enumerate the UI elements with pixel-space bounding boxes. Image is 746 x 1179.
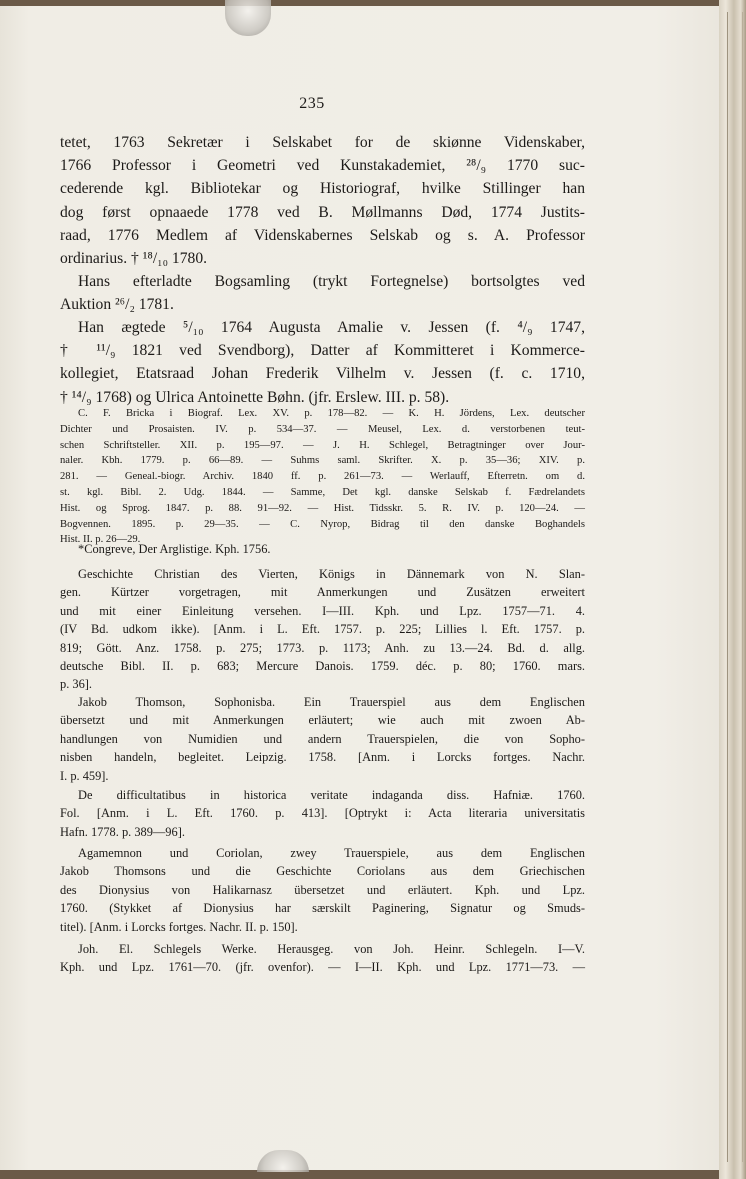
text-line: dog først opnaaede 1778 ved B. Møllmanns Død, 1774 Justits- — [60, 203, 585, 221]
references — [60, 406, 585, 548]
entry-line: handlungen von Numidien und andern Trauerspielen, die von Sopho- — [60, 731, 585, 746]
entry-line: p. 36]. — [60, 677, 93, 692]
entry-sophonisba — [60, 693, 585, 785]
reference-line: naler. Kbh. 1779. p. 66—89. — Suhms saml. Skrifter. X. p. 35—36; XIV. p. — [60, 455, 585, 467]
entry-line: gen. Kürtzer vorgetragen, mit Anmerkungen und Zusätzen erweitert — [60, 585, 585, 600]
reference-line: 281. — Geneal.-biogr. Archiv. 1840 ff. p. 261—73. — Werlauff, Efterretn. om d. — [60, 471, 585, 483]
reference-line: Hist. og Sprog. 1847. p. 88. 91—92. — Hist. Tidsskr. 5. R. IV. p. 120—24. — — [60, 502, 585, 514]
entry-geschichte-christian — [60, 565, 585, 694]
entry-line: Joh. El. Schlegels Werke. Herausgeg. von Joh. Heinr. Schlegeln. I—V. — [78, 942, 585, 956]
entry-schlegels-werke — [60, 940, 585, 977]
entry-line: 1760. (Stykket af Dionysius har særskilt Paginering, Signatur og Smuds- — [60, 901, 585, 916]
text-line: cederende kgl. Bibliotekar og Historiograf, hvilke Stillinger han — [60, 180, 585, 198]
paragraph-marriage — [60, 316, 585, 409]
paragraph-book-collection — [60, 270, 585, 316]
text-line: ordinarius. † ¹⁸/₁₀ 1780. — [60, 250, 208, 268]
reference-line: Hist. II. p. 26—29. — [60, 534, 141, 546]
entry-congreve — [60, 540, 585, 558]
entry-agamemnon — [60, 844, 585, 936]
entry-line: I. p. 459]. — [60, 768, 109, 783]
text-line: raad, 1776 Medlem af Videnskabernes Selskab og s. A. Professor — [60, 226, 585, 244]
entry-line: Geschichte Christian des Vierten, Königs in Dännemark von N. Slan- — [78, 567, 585, 581]
entry-line: deutsche Bibl. II. p. 683; Mercure Danois. 1759. déc. p. 80; 1760. mars. — [60, 659, 585, 674]
text-line: Auktion ²⁶/₂ 1781. — [60, 296, 174, 314]
entry-line: Hafn. 1778. p. 389—96]. — [60, 824, 185, 839]
reference-line: st. kgl. Bibl. 2. Udg. 1844. — Samme, Det kgl. danske Selskab f. Fædrelandets — [60, 486, 585, 498]
paragraph-biography — [60, 131, 585, 270]
entry-line: Fol. [Anm. i L. Eft. 1760. p. 413]. [Optrykt i: Acta literaria universitatis — [60, 806, 585, 821]
text-line: kollegiet, Etatsraad Johan Frederik Vilhelm v. Jessen (f. c. 1710, — [60, 365, 585, 383]
reference-line: C. F. Bricka i Biograf. Lex. XV. p. 178—82. — K. H. Jördens, Lex. deutscher — [78, 408, 585, 419]
page-number: 235 — [299, 95, 325, 112]
entry-line: Agamemnon und Coriolan, zwey Trauerspiele, aus dem Englischen — [78, 846, 585, 860]
entry-line: *Congreve, Der Arglistige. Kph. 1756. — [78, 542, 271, 556]
entry-line: 819; Gött. Anz. 1758. p. 275; 1773. p. 1173; Anh. zu 13.—24. Bd. d. allg. — [60, 640, 585, 655]
entry-de-difficultatibus — [60, 786, 585, 841]
text-line: tetet, 1763 Sekretær i Selskabet for de skiønne Videnskaber, — [60, 134, 585, 151]
entry-line: Kph. und Lpz. 1761—70. (jfr. ovenfor). — I—II. Kph. und Lpz. 1771—73. — — [60, 960, 585, 975]
entry-line: Jakob Thomson, Sophonisba. Ein Trauerspiel aus dem Englischen — [78, 695, 585, 709]
entry-line: übersetzt und mit Anmerkungen erläutert; wie auch mit zwoen Ab- — [60, 713, 585, 728]
entry-line: des Dionysius von Halikarnasz übersetzet und erläutert. Kph. und Lpz. — [60, 882, 585, 897]
text-line: Hans efterladte Bogsamling (trykt Fortegnelse) bortsolgtes ved — [78, 273, 585, 290]
text-line: 1766 Professor i Geometri ved Kunstakademiet, ²⁸/₉ 1770 suc- — [60, 157, 585, 175]
text-line: † ¹¹/₉ 1821 ved Svendborg), Datter af Kommitteret i Kommerce- — [60, 342, 585, 360]
entry-line: und mit einer Einleitung versehen. I—III. Kph. und Lpz. 1757—71. 4. — [60, 603, 585, 618]
reference-line: Bogvennen. 1895. p. 29—35. — C. Nyrop, Bidrag til den danske Boghandels — [60, 518, 585, 530]
entry-line: Jakob Thomsons und die Geschichte Coriolans aus dem Griechischen — [60, 864, 585, 879]
text-line: † ¹⁴/₉ 1768) og Ulrica Antoinette Bøhn. (jfr. Erslew. III. p. 58). — [60, 388, 450, 406]
reference-line: schen Schriftsteller. XII. p. 195—97. — J. H. Schlegel, Betragtninger over Jour- — [60, 439, 585, 451]
reference-line: Dichter und Prosaisten. IV. p. 534—37. — Meusel, Lex. d. verstorbenen teut- — [60, 423, 585, 435]
page-stack-edge — [719, 0, 746, 1179]
entry-line: titel). [Anm. i Lorcks fortges. Nachr. II. p. 150]. — [60, 919, 298, 934]
entry-line: (IV Bd. udkom ikke). [Anm. i L. Eft. 1757. p. 225; Lillies l. Eft. 1757. p. — [60, 622, 585, 637]
entry-line: nisben handeln, begleitet. Leipzig. 1758. [Anm. i Lorcks fortges. Nachr. — [60, 750, 585, 765]
entry-line: De difficultatibus in historica veritate indaganda diss. Hafniæ. 1760. — [78, 788, 585, 802]
text-line: Han ægtede ⁵/₁₀ 1764 Augusta Amalie v. Jessen (f. ⁴/₉ 1747, — [78, 319, 585, 336]
page-rim — [727, 12, 743, 1162]
